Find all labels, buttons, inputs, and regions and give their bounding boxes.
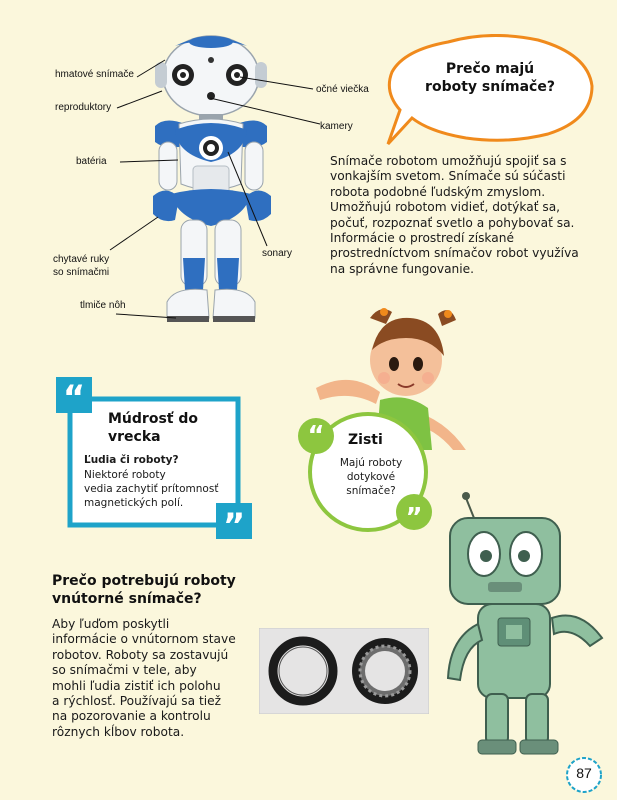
svg-text:“: “: [62, 378, 86, 418]
svg-text:”: ”: [222, 506, 246, 545]
intro-paragraph: Snímače robotom umožňujú spojiť sa s vonkajším svetom. Snímače sú súčasti robota podobné ľudským zmyslom. Umožňujú robotom vidieť, dotýkať sa, počuť, rozpoznať svetlo a pohybovať sa. Informácie o prostredí získané prostredníctvom snímačov robot využíva na správne fungovanie.: [330, 154, 579, 276]
label-touch-sensors: hmatové snímače: [55, 69, 134, 80]
page-number: 87: [576, 765, 592, 781]
svg-text:“: “: [307, 421, 325, 451]
internal-section-text: Aby ľuďom poskytli informácie o vnútornom stave robotov. Roboty sa zostavujú so snímačmi v tele, aby mohli ľudia zistiť ich polohu a rýchlosť. Používajú sa tiež na pozorovanie a kontrolu rôznych kĺbov robota.: [52, 617, 236, 739]
label-cameras: kamery: [320, 121, 353, 132]
wisdom-box-subtitle: Ľudia či roboty?: [84, 454, 179, 466]
wisdom-box-text: Niektoré roboty vedia zachytiť prítomnosť magnetických polí.: [84, 469, 219, 509]
find-out-question: Majú roboty dotykové snímače?: [339, 457, 403, 497]
label-sonars: sonary: [262, 248, 293, 259]
label-battery: batéria: [76, 156, 107, 167]
wisdom-box-title: Múdrosť do vrecka: [108, 411, 198, 445]
label-feet: tlmiče nôh: [80, 300, 126, 311]
label-hands: chytavé ruky so snímačmi: [53, 254, 110, 278]
internal-section-heading: Prečo potrebujú roboty vnútorné snímače?: [52, 573, 236, 607]
label-speakers: reproduktory: [55, 102, 112, 113]
label-eyelids: očné viečka: [316, 84, 369, 95]
sensor-rings-image: [259, 628, 429, 714]
speech-bubble-title: Prečo majú roboty snímače?: [425, 61, 555, 95]
green-robot-illustration: [430, 488, 615, 760]
svg-text:”: ”: [405, 503, 423, 533]
find-out-title: Zisti: [348, 432, 383, 448]
